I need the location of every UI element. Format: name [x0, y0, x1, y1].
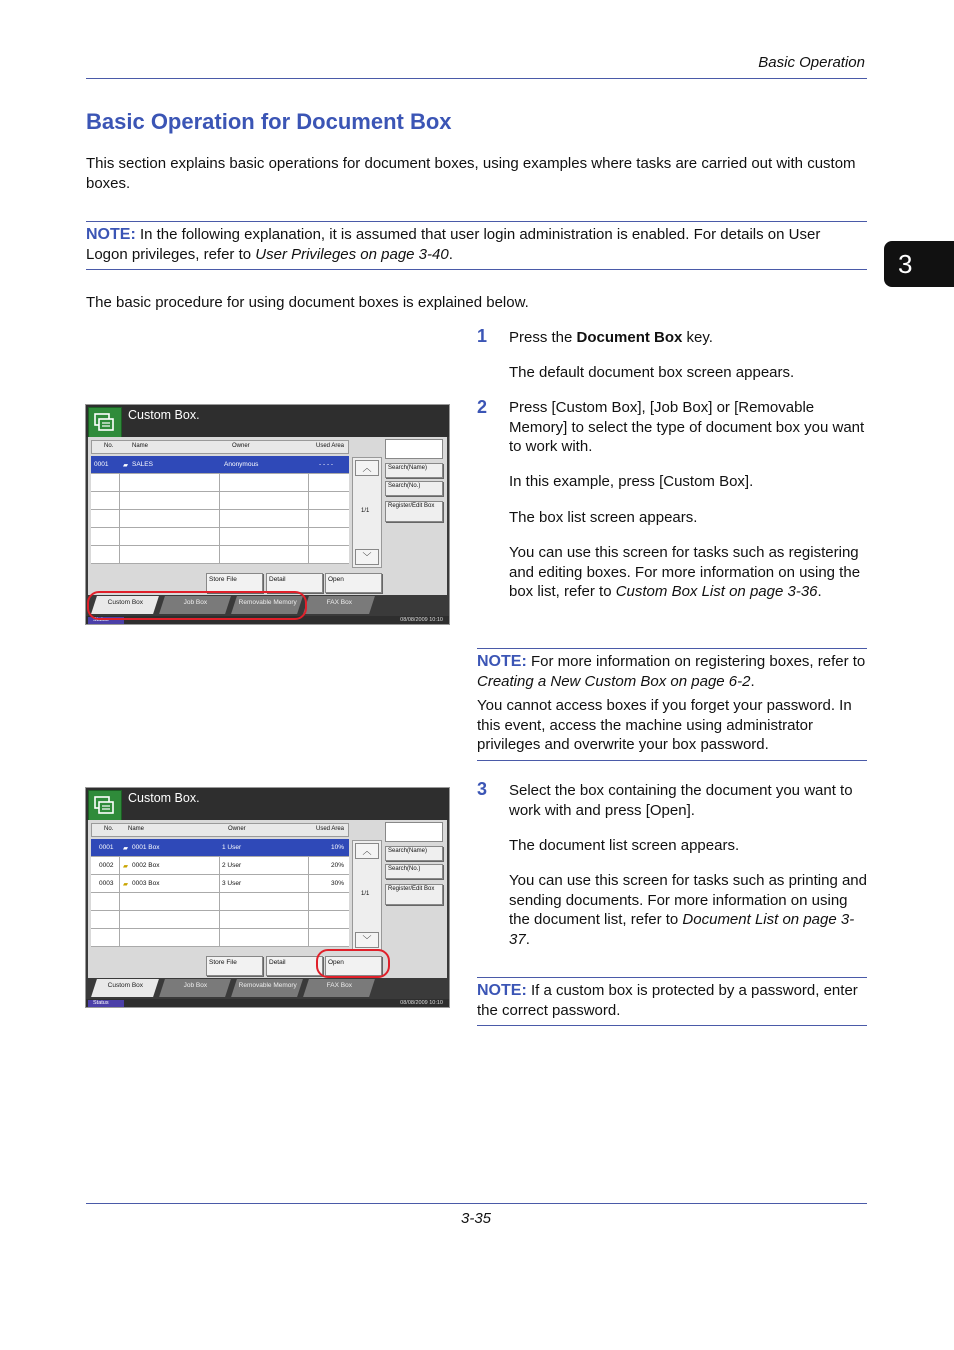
step2-result: The box list screen appears. [509, 509, 698, 526]
row-used: - - - - [319, 461, 334, 468]
folder-icon: ▰ [123, 863, 128, 870]
note1-text: In the following explanation, it is assumed that user login administration is enabled. For details on User Logon privileges, refer to [86, 226, 821, 263]
row-no: 0002 [99, 862, 114, 869]
running-header: Basic Operation [758, 54, 865, 71]
note1-end: . [448, 245, 453, 263]
tab-job-box-label: Job Box [183, 599, 208, 606]
col-owner[interactable]: Owner [228, 826, 246, 832]
highlight-open-button [316, 949, 390, 978]
screen1-title: Custom Box. [128, 408, 200, 422]
note1-ref[interactable]: User Privileges on page 3-40 [255, 245, 449, 263]
note3 [477, 981, 867, 1020]
col-used-area[interactable]: Used Area [316, 443, 345, 449]
step3-info-ref[interactable]: Document List on page 3-37 [509, 911, 855, 948]
search-no-button[interactable]: Search(No.) [385, 481, 443, 496]
section-title: Basic Operation for Document Box [86, 109, 452, 134]
note2-text: For more information on registering boxes, refer to [526, 653, 866, 670]
screen2-body [88, 820, 447, 978]
procedure-intro: The basic procedure for using document boxes is explained below. [86, 294, 529, 311]
note3-bottom-rule [477, 1025, 867, 1026]
search-name-button[interactable]: Search(Name) [385, 463, 443, 478]
page-number: 3-35 [461, 1210, 492, 1227]
note2-end: . [750, 672, 755, 690]
row-owner: 1 User [222, 844, 242, 851]
row-name: 0001 Box [132, 844, 160, 851]
row-used: 30% [331, 880, 345, 887]
intro-paragraph: This section explains basic operations for document boxes, using examples where tasks are carried out with custom boxes. [86, 155, 856, 192]
step1-post: key. [682, 329, 713, 346]
screen2-status-bar [86, 999, 449, 1008]
note1-top-rule [86, 221, 867, 222]
row-name: SALES [132, 461, 153, 468]
screen1-scrollbar [352, 457, 382, 568]
note3-label: NOTE: [477, 982, 527, 999]
screen2-title: Custom Box. [128, 791, 200, 805]
step3-number: 3 [477, 779, 488, 799]
step2-info-ref[interactable]: Custom Box List on page 3-36 [615, 583, 818, 600]
table-row-empty[interactable] [91, 474, 349, 492]
tab-fax-box-label: FAX Box [326, 982, 353, 989]
screen2-table [91, 823, 349, 837]
note2 [477, 652, 867, 691]
step2-info [509, 543, 867, 602]
row-name: 0002 Box [132, 862, 160, 869]
row-used: 20% [331, 862, 345, 869]
highlight-box-type-tabs [87, 591, 307, 620]
tab-fax-box[interactable] [303, 979, 375, 997]
scroll-down-icon[interactable]: ﹀ [355, 932, 379, 948]
step2-example: In this example, press [Custom Box]. [509, 473, 754, 490]
col-used-area[interactable]: Used Area [316, 826, 345, 832]
note3-text: If a custom box is protected by a password, enter the correct password. [477, 982, 858, 1019]
col-name[interactable]: Name [132, 443, 149, 449]
note1 [86, 225, 866, 264]
table-row-empty[interactable] [91, 893, 349, 911]
register-edit-box-button[interactable]: Register/Edit Box [385, 884, 443, 905]
scroll-up-icon[interactable]: ︿ [355, 843, 379, 859]
scroll-up-icon[interactable]: ︿ [355, 460, 379, 476]
table-row-empty[interactable] [91, 528, 349, 546]
col-no[interactable]: No. [104, 443, 114, 449]
step2-number: 2 [477, 397, 488, 417]
step1-result: The default document box screen appears. [509, 364, 795, 381]
row-no: 0003 [99, 880, 114, 887]
step1-pre: Press the [509, 329, 577, 346]
table-row-empty[interactable] [91, 546, 349, 564]
table-row[interactable] [91, 857, 349, 875]
search-name-button[interactable]: Search(Name) [385, 846, 443, 861]
folder-icon: ▰ [123, 881, 128, 888]
step1-key-name: Document Box [576, 329, 683, 346]
folder-icon: ▰ [123, 462, 128, 469]
tab-fax-box-label: FAX Box [326, 599, 353, 606]
note1-bottom-rule [86, 269, 867, 270]
step3-info [509, 871, 867, 949]
side-display [385, 439, 443, 459]
note2-label: NOTE: [477, 653, 527, 670]
screen2-header [86, 788, 449, 820]
note1-label: NOTE: [86, 226, 136, 243]
screen1-table [91, 440, 349, 454]
table-row[interactable] [91, 875, 349, 893]
tab-job-box[interactable] [159, 979, 231, 997]
note2-extra: You cannot access boxes if you forget your password. In this event, access the machine using administrator privileges and overwrite your box password. [477, 697, 852, 753]
store-file-button[interactable]: Store File [206, 573, 263, 593]
page-indicator: 1/1 [361, 508, 370, 514]
step3-result: The document list screen appears. [509, 837, 740, 854]
screen1-body [88, 437, 447, 595]
scroll-down-icon[interactable]: ﹀ [355, 549, 379, 565]
step3-text: Select the box containing the document you want to work with and press [Open]. [509, 782, 853, 819]
row-used: 10% [331, 844, 345, 851]
note2-top-rule [477, 648, 867, 649]
tab-removable-memory-label: Removable Memory [238, 982, 297, 989]
open-button[interactable]: Open [325, 956, 382, 976]
tab-custom-box-label: Custom Box [107, 599, 144, 606]
screen2-scrollbar [352, 840, 382, 951]
footer-rule [86, 1203, 867, 1204]
row-owner: 3 User [222, 880, 242, 887]
col-owner[interactable]: Owner [232, 443, 250, 449]
screen1-header [86, 405, 449, 437]
row-owner: Anonymous [224, 461, 259, 468]
step1-number: 1 [477, 326, 488, 346]
page-indicator: 1/1 [361, 891, 370, 897]
step2-info-text: You can use this screen for tasks such as registering and editing boxes. For more information on using the box list, refer to [509, 544, 861, 600]
tab-removable-memory-label: Removable Memory [238, 599, 297, 606]
status-button[interactable]: Status [88, 1000, 124, 1008]
chapter-tab: 3 [884, 241, 954, 287]
row-name: 0003 Box [132, 880, 160, 887]
folder-icon: ▰ [123, 845, 128, 852]
tab-custom-box[interactable] [91, 979, 159, 997]
detail-button[interactable]: Detail [266, 956, 323, 976]
note2-ref[interactable]: Creating a New Custom Box on page 6-2 [477, 672, 751, 690]
step2-text: Press [Custom Box], [Job Box] or [Removable Memory] to select the type of document box you want to work with. [509, 399, 865, 455]
document-box-icon [88, 790, 122, 822]
status-datetime: 08/08/2009 10:10 [400, 1000, 443, 1006]
screen2-table-header [91, 823, 349, 837]
table-row-empty[interactable] [91, 510, 349, 528]
detail-button[interactable]: Detail [266, 573, 323, 593]
register-edit-box-button[interactable]: Register/Edit Box [385, 501, 443, 522]
step3-info-end: . [525, 930, 530, 948]
screen2-box-list [85, 787, 450, 1008]
table-row[interactable] [91, 456, 349, 474]
search-no-button[interactable]: Search(No.) [385, 864, 443, 879]
row-owner: 2 User [222, 862, 242, 869]
step3-info-text: You can use this screen for tasks such as printing and sending documents. For more information on using the document list, refer to [509, 872, 867, 928]
tab-fax-box[interactable] [303, 596, 375, 614]
open-button[interactable]: Open [325, 573, 382, 593]
table-row-empty[interactable] [91, 929, 349, 947]
tab-removable-memory[interactable] [231, 979, 303, 997]
side-display [385, 822, 443, 842]
note3-top-rule [477, 977, 867, 978]
status-button[interactable]: Status [88, 617, 124, 625]
note2-bottom-rule [477, 760, 867, 761]
document-box-icon [88, 407, 122, 439]
col-name[interactable]: Name [128, 826, 145, 832]
step1-text [509, 328, 867, 348]
tab-job-box-label: Job Box [183, 982, 208, 989]
table-row[interactable] [91, 839, 349, 857]
row-no: 0001 [99, 844, 114, 851]
status-datetime: 08/08/2009 10:10 [400, 617, 443, 623]
screen2-tabs [88, 978, 447, 998]
table-row-empty[interactable] [91, 911, 349, 929]
tab-custom-box-label: Custom Box [107, 982, 144, 989]
table-row-empty[interactable] [91, 492, 349, 510]
store-file-button[interactable]: Store File [206, 956, 263, 976]
row-no: 0001 [94, 461, 109, 468]
step2-info-end: . [817, 583, 822, 600]
screen1-table-header [91, 440, 349, 454]
header-rule [86, 78, 867, 79]
col-no[interactable]: No. [104, 826, 114, 832]
